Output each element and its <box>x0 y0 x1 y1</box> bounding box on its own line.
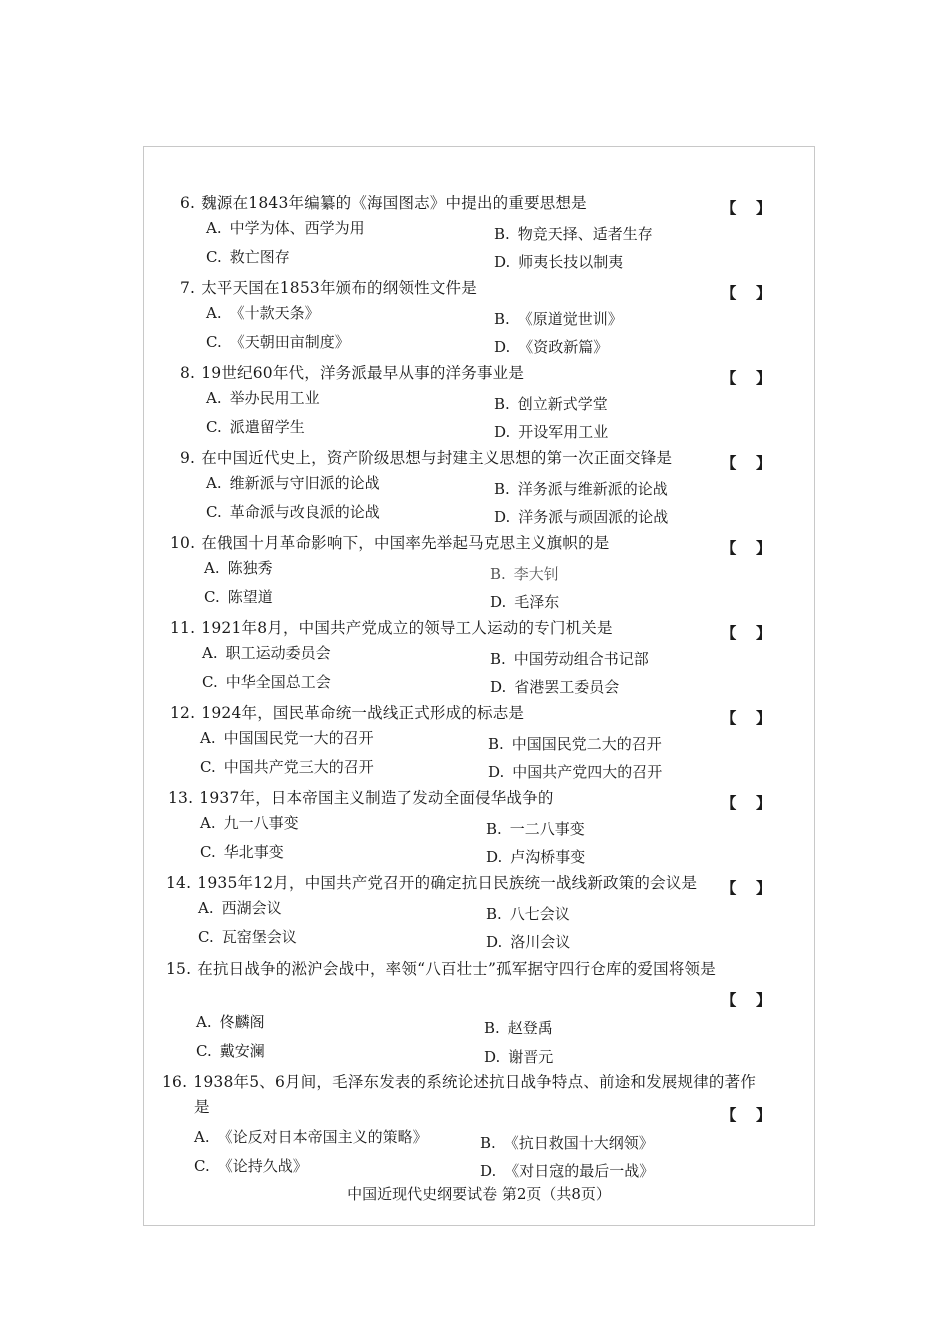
option-letter: C. <box>206 333 222 351</box>
question-stem <box>180 446 672 468</box>
option-letter: B. <box>488 735 504 753</box>
answer-bracket: 【 】 <box>721 454 772 472</box>
option-letter: D. <box>490 678 507 696</box>
option-letter: C. <box>198 928 214 946</box>
option-a <box>196 1011 265 1032</box>
option-c <box>206 246 290 267</box>
option-a <box>204 557 273 578</box>
question-number: 10. <box>170 534 196 552</box>
option-letter: D. <box>494 253 511 271</box>
question-number: 14. <box>166 874 192 892</box>
option-text: 佟麟阁 <box>219 1013 265 1031</box>
option-b <box>490 563 559 584</box>
option-text: 一二八事变 <box>509 820 585 838</box>
answer-bracket: 【 】 <box>721 1106 772 1124</box>
option-letter: D. <box>484 1048 501 1066</box>
option-letter: A. <box>206 219 222 237</box>
option-letter: C. <box>202 673 218 691</box>
question-number: 6. <box>180 194 196 212</box>
option-letter: A. <box>202 644 218 662</box>
option-text: 《对日寇的最后一战》 <box>504 1162 655 1180</box>
question-number: 13. <box>168 789 194 807</box>
option-c <box>206 331 350 352</box>
answer-bracket: 【 】 <box>721 199 772 217</box>
option-letter: B. <box>490 650 506 668</box>
option-d <box>494 336 608 357</box>
answer-bracket: 【 】 <box>721 624 772 642</box>
question-stem <box>170 531 609 553</box>
option-letter: B. <box>490 565 506 583</box>
option-letter: B. <box>486 820 502 838</box>
option-letter: D. <box>494 508 511 526</box>
option-c <box>196 1040 265 1061</box>
option-text: 开设军用工业 <box>518 423 609 441</box>
option-letter: D. <box>486 933 503 951</box>
option-letter: B. <box>494 225 510 243</box>
page-footer: 中国近现代史纲要试卷 第2页（共8页） <box>347 1185 611 1203</box>
option-d <box>494 251 623 272</box>
option-text: 派遣留学生 <box>229 418 305 436</box>
option-letter: A. <box>196 1013 212 1031</box>
option-a <box>206 302 320 323</box>
question-stem <box>166 957 716 979</box>
option-a <box>194 1126 428 1147</box>
question-stem <box>170 616 613 638</box>
option-text: 《原道觉世训》 <box>517 310 623 328</box>
option-letter: D. <box>494 423 511 441</box>
option-letter: C. <box>200 758 216 776</box>
option-letter: D. <box>494 338 511 356</box>
question-stem <box>162 1070 756 1092</box>
option-letter: B. <box>494 480 510 498</box>
answer-bracket: 【 】 <box>721 709 772 727</box>
option-text: 《资政新篇》 <box>518 338 609 356</box>
option-b <box>480 1132 654 1153</box>
option-d <box>484 1046 553 1067</box>
question-text: 1937年，日本帝国主义制造了发动全面侵华战争的 <box>199 789 554 807</box>
question-number: 11. <box>170 619 196 637</box>
option-d <box>488 761 662 782</box>
option-text: 中华全国总工会 <box>225 673 331 691</box>
question-stem <box>180 361 524 383</box>
option-a <box>206 387 320 408</box>
option-letter: C. <box>194 1157 210 1175</box>
option-text: 八七会议 <box>509 905 570 923</box>
option-text: 赵登禹 <box>507 1019 553 1037</box>
option-letter: A. <box>206 389 222 407</box>
option-text: 陈独秀 <box>227 559 273 577</box>
answer-bracket: 【 】 <box>721 284 772 302</box>
option-c <box>200 841 284 862</box>
option-text: 《论持久战》 <box>217 1157 308 1175</box>
option-text: 卢沟桥事变 <box>510 848 586 866</box>
question-number: 16. <box>162 1073 188 1091</box>
option-letter: B. <box>486 905 502 923</box>
option-c <box>204 586 273 607</box>
answer-bracket: 【 】 <box>721 369 772 387</box>
question-text-continued: 是 <box>194 1098 210 1116</box>
option-text: 中国共产党四大的召开 <box>512 763 663 781</box>
option-b <box>494 478 668 499</box>
question-text: 在俄国十月革命影响下，中国率先举起马克思主义旗帜的是 <box>201 534 610 552</box>
option-letter: B. <box>480 1134 496 1152</box>
option-text: 九一八事变 <box>223 814 299 832</box>
option-letter: B. <box>494 310 510 328</box>
option-a <box>200 812 299 833</box>
answer-bracket: 【 】 <box>721 991 772 1009</box>
option-text: 瓦窑堡会议 <box>221 928 297 946</box>
option-text: 《十款天条》 <box>229 304 320 322</box>
option-b <box>494 393 608 414</box>
option-text: 举办民用工业 <box>229 389 320 407</box>
option-letter: A. <box>206 474 222 492</box>
option-letter: D. <box>486 848 503 866</box>
option-a <box>198 897 282 918</box>
option-text: 华北事变 <box>223 843 284 861</box>
option-text: 维新派与守旧派的论战 <box>229 474 380 492</box>
option-text: 洋务派与顽固派的论战 <box>518 508 669 526</box>
option-text: 《抗日救国十大纲领》 <box>503 1134 654 1152</box>
question-stem <box>180 191 587 213</box>
option-letter: C. <box>200 843 216 861</box>
option-d <box>490 591 559 612</box>
option-text: 毛泽东 <box>514 593 560 611</box>
option-text: 职工运动委员会 <box>225 644 331 662</box>
question-text: 在中国近代史上，资产阶级思想与封建主义思想的第一次正面交锋是 <box>201 449 673 467</box>
option-letter: B. <box>494 395 510 413</box>
answer-bracket: 【 】 <box>721 539 772 557</box>
question-text: 1924年，国民革命统一战线正式形成的标志是 <box>201 704 525 722</box>
question-number: 15. <box>166 960 192 978</box>
option-text: 革命派与改良派的论战 <box>229 503 380 521</box>
question-text: 1921年8月，中国共产党成立的领导工人运动的专门机关是 <box>201 619 613 637</box>
option-letter: C. <box>206 418 222 436</box>
option-a <box>206 217 365 238</box>
option-letter: A. <box>206 304 222 322</box>
option-letter: A. <box>198 899 214 917</box>
question-number: 9. <box>180 449 196 467</box>
option-letter: C. <box>204 588 220 606</box>
option-c <box>200 756 374 777</box>
question-text: 在抗日战争的淞沪会战中，率领“八百壮士”孤军据守四行仓库的爱国将领是 <box>197 960 716 978</box>
option-text: 中国国民党二大的召开 <box>511 735 662 753</box>
option-b <box>488 733 662 754</box>
option-b <box>494 223 653 244</box>
answer-bracket: 【 】 <box>721 794 772 812</box>
answer-bracket: 【 】 <box>721 879 772 897</box>
option-b <box>486 903 570 924</box>
option-letter: C. <box>206 248 222 266</box>
option-text: 李大钊 <box>513 565 559 583</box>
question-text: 魏源在1843年编纂的《海国图志》中提出的重要思想是 <box>201 194 587 212</box>
option-d <box>494 421 608 442</box>
option-b <box>494 308 623 329</box>
option-text: 省港罢工委员会 <box>514 678 620 696</box>
question-stem <box>168 786 554 808</box>
option-text: 《天朝田亩制度》 <box>229 333 350 351</box>
question-number: 12. <box>170 704 196 722</box>
option-c <box>194 1155 308 1176</box>
option-letter: A. <box>200 814 216 832</box>
option-text: 中国共产党三大的召开 <box>223 758 374 776</box>
option-letter: A. <box>204 559 220 577</box>
option-text: 谢晋元 <box>508 1048 554 1066</box>
question-number: 8. <box>180 364 196 382</box>
option-text: 中学为体、西学为用 <box>229 219 365 237</box>
option-text: 洛川会议 <box>510 933 571 951</box>
question-text: 1938年5、6月间，毛泽东发表的系统论述抗日战争特点、前途和发展规律的著作 <box>193 1073 757 1091</box>
question-stem <box>166 871 697 893</box>
option-text: 陈望道 <box>227 588 273 606</box>
question-text: 19世纪60年代，洋务派最早从事的洋务事业是 <box>201 364 525 382</box>
option-d <box>486 846 585 867</box>
option-a <box>202 642 331 663</box>
option-letter: C. <box>206 503 222 521</box>
option-letter: A. <box>194 1128 210 1146</box>
option-text: 师夷长技以制夷 <box>518 253 624 271</box>
question-stem <box>180 276 477 298</box>
option-text: 中国劳动组合书记部 <box>513 650 649 668</box>
option-c <box>206 501 380 522</box>
option-c <box>206 416 305 437</box>
question-number: 7. <box>180 279 196 297</box>
option-d <box>494 506 668 527</box>
option-letter: C. <box>196 1042 212 1060</box>
option-b <box>484 1017 553 1038</box>
question-stem <box>170 701 524 723</box>
option-letter: D. <box>480 1162 497 1180</box>
option-text: 洋务派与维新派的论战 <box>517 480 668 498</box>
option-letter: D. <box>490 593 507 611</box>
option-letter: D. <box>488 763 505 781</box>
option-d <box>480 1160 654 1181</box>
option-text: 西湖会议 <box>221 899 282 917</box>
option-d <box>486 931 570 952</box>
option-letter: B. <box>484 1019 500 1037</box>
option-text: 戴安澜 <box>219 1042 265 1060</box>
question-text: 1935年12月，中国共产党召开的确定抗日民族统一战线新政策的会议是 <box>197 874 698 892</box>
option-text: 物竞天择、适者生存 <box>517 225 653 243</box>
option-c <box>202 671 331 692</box>
option-c <box>198 926 297 947</box>
exam-page <box>143 146 815 1226</box>
option-a <box>200 727 374 748</box>
option-text: 中国国民党一大的召开 <box>223 729 374 747</box>
question-text: 太平天国在1853年颁布的纲领性文件是 <box>201 279 477 297</box>
option-text: 《论反对日本帝国主义的策略》 <box>217 1128 428 1146</box>
option-d <box>490 676 619 697</box>
option-text: 创立新式学堂 <box>517 395 608 413</box>
option-letter: A. <box>200 729 216 747</box>
option-text: 救亡图存 <box>229 248 290 266</box>
option-b <box>486 818 585 839</box>
option-a <box>206 472 380 493</box>
option-b <box>490 648 649 669</box>
